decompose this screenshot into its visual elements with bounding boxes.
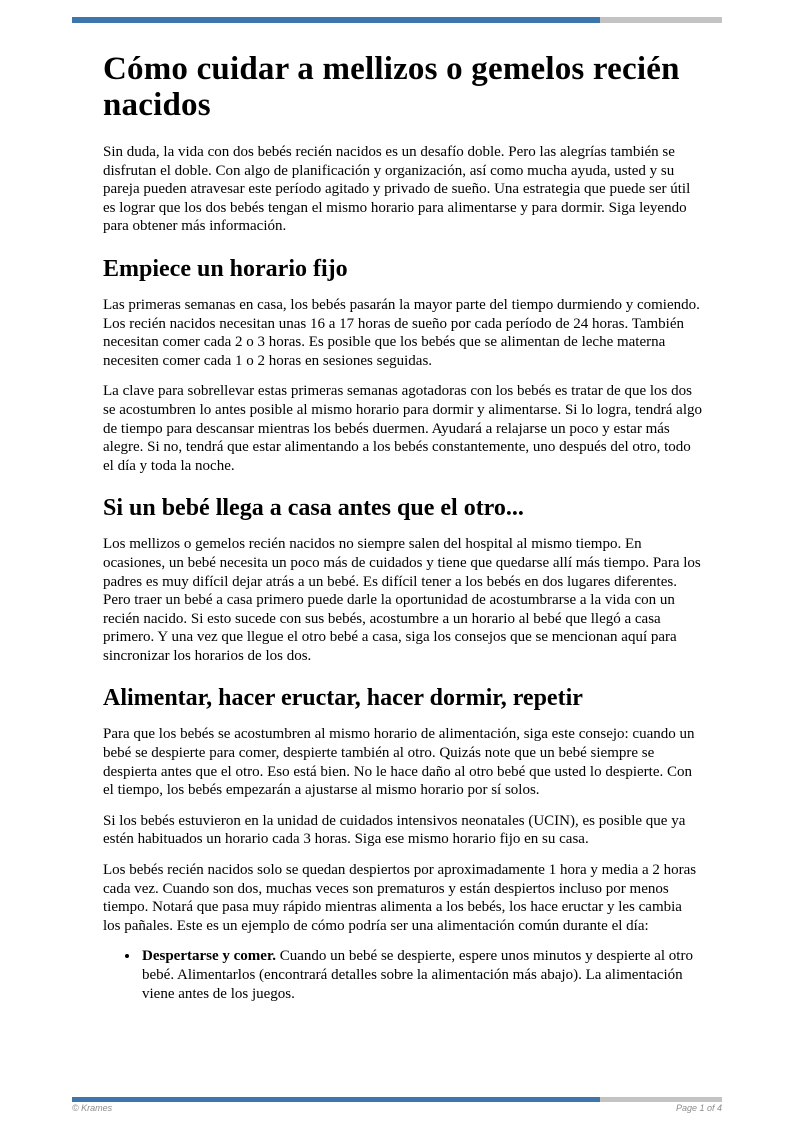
document-body (103, 0, 703, 1015)
footer-copyright: © Krames (72, 1103, 113, 1113)
section-heading-one-baby-home-first: Si un bebé llega a casa antes que el otro... (103, 495, 524, 522)
list-item-lead: Despertarse y comer. (142, 948, 276, 965)
paragraph: Los bebés recién nacidos solo se quedan despiertos por aproximadamente 1 hora y media a 2 horas cada vez. Cuando son dos, muchas veces son prematuros y están despiertos incluso por menos tiempo. Notará que pasa muy rápido mientras alimenta a los bebés, los hace eructar y les cambia los pañales. Este es un ejemplo de cómo podría ser una alimentación común durante el día: (103, 862, 697, 934)
paragraph: Si los bebés estuvieron en la unidad de cuidados intensivos neonatales (UCIN), es posible que ya estén habituados un horario cada 3 horas. Siga ese mismo horario fijo en su casa. (103, 812, 686, 848)
section-heading-feed-burp-sleep-repeat: Alimentar, hacer eructar, hacer dormir, repetir (103, 685, 583, 712)
footer-divider-gray-segment (600, 1097, 722, 1102)
list-item-text: Cuando un bebé se despierte, espere unos minutos y despierte al otro bebé. Alimentarlos (encontrará detalles sobre la alimentación más abajo). La alimentación viene antes de los juegos. (142, 948, 693, 1002)
list-item-wake-and-eat (140, 947, 703, 1003)
footer (72, 1103, 722, 1113)
section-heading-start-schedule: Empiece un horario fijo (103, 255, 348, 282)
intro-paragraph: Sin duda, la vida con dos bebés recién nacidos es un desafío doble. Pero las alegrías también se disfrutan el doble. Con algo de planificación y organización, así como mucha ayuda, usted y su pareja pueden atravesar este período agitado y privado de sueño. Una estrategia que puede ser útil es lograr que los dos bebés tengan el mismo horario para alimentarse y para dormir. Siga leyendo para obtener más información. (103, 144, 691, 235)
footer-page-number: Page 1 of 4 (675, 1103, 722, 1113)
paragraph: Para que los bebés se acostumbren al mismo horario de alimentación, siga este consejo: cuando un bebé se despierte para comer, despierte también al otro. Quizás note que un bebé siempre se despierta antes que el otro. Eso está bien. No le hace daño al otro bebé que usted lo despierte. Con el tiempo, los bebés empezarán a ajustarse al mismo horario por sí solos. (103, 726, 695, 799)
footer-divider-rule (72, 1097, 722, 1102)
paragraph: Los mellizos o gemelos recién nacidos no siempre salen del hospital al mismo tiempo. En ocasiones, un bebé necesita un poco más de cuidados y tiene que quedarse allí más tiempo. Para los padres es muy difícil dejar atrás a un bebé. Es difícil tener a los bebés en dos lugares diferentes. Pero traer un bebé a casa primero puede darle la oportunidad de acostumbrarse a la vida con un recién nacido. Si esto sucede con sus bebés, acostumbre a un horario al bebé que llegó a casa primero. Y una vez que llegue el otro bebé a casa, siga los consejos que se mencionan aquí para sincronizar los horarios de los dos. (103, 536, 701, 664)
paragraph: Las primeras semanas en casa, los bebés pasarán la mayor parte del tiempo durmiendo y comiendo. Los recién nacidos necesitan unas 16 a 17 horas de sueño por cada período de 24 horas. También necesitan comer cada 2 o 3 horas. Es posible que los bebés que se alimentan de leche materna necesiten comer cada 1 o 2 horas en sesiones seguidas. (103, 296, 700, 369)
page-title: Cómo cuidar a mellizos o gemelos recién nacidos (103, 51, 680, 123)
footer-divider-blue-segment (72, 1097, 600, 1102)
feeding-example-list (103, 947, 703, 1003)
paragraph: La clave para sobrellevar estas primeras semanas agotadoras con los bebés es tratar de que los dos se acostumbren lo antes posible al mismo horario para dormir y alimentarse. Si lo logra, tendrá algo de tiempo para descansar mientras los bebés duermen. Ayudará a relajarse un poco y estar más alegre. Si no, tendrá que estar alimentando a los bebés constantemente, uno después del otro, todo el día y toda la noche. (103, 383, 703, 474)
